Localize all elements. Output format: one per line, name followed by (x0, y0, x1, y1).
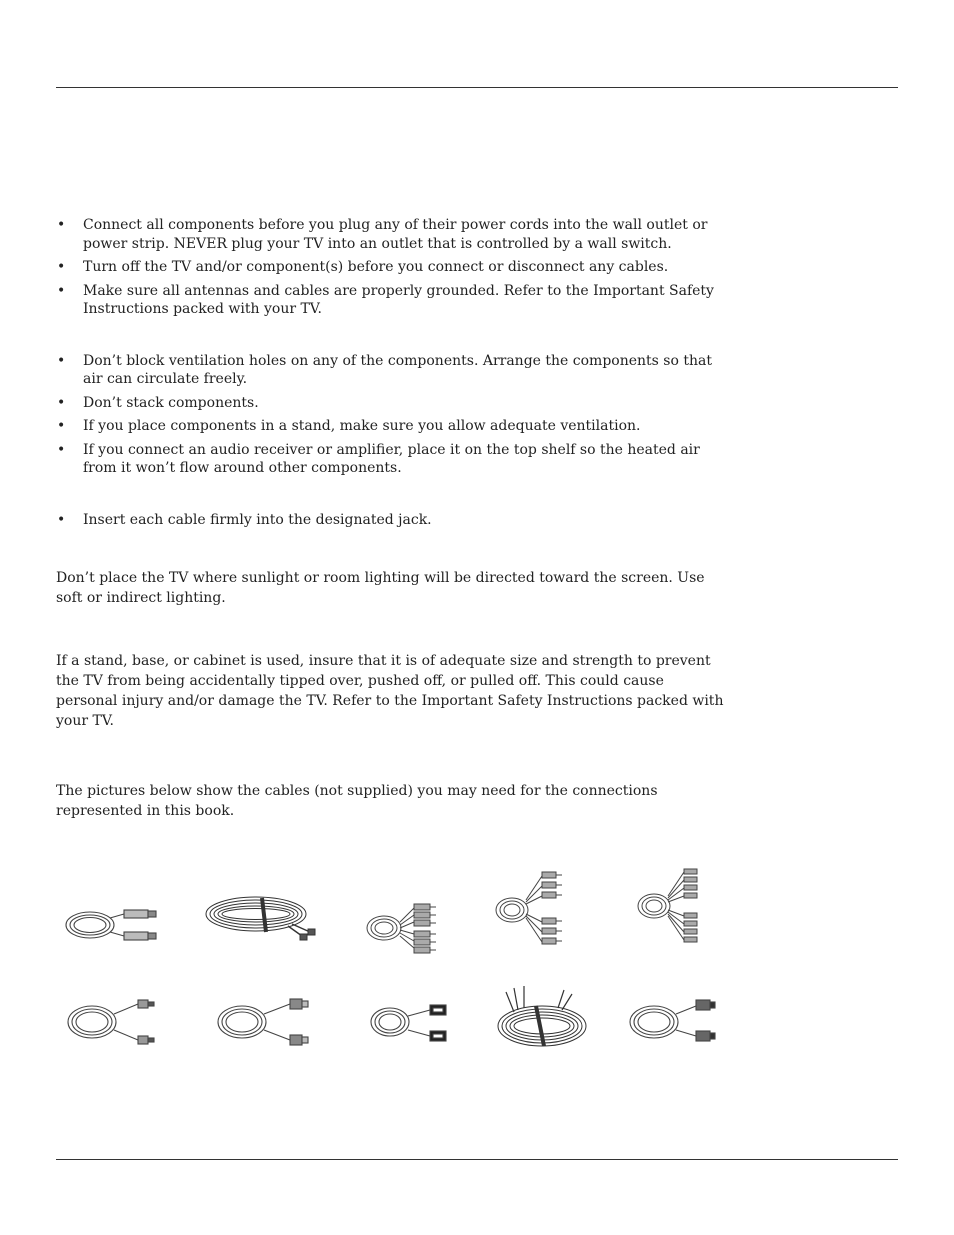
footer-rule (56, 1159, 898, 1160)
s-video-cable-icon (62, 898, 162, 948)
stand-paragraph: If a stand, base, or cabinet is used, insure that it is of adequate size and strength to prevent the TV from being accidentally tipped over, pushed off, or pulled off. This could cause personal injury and/or damage the TV. Refer to the Important Safety Instructions packed with your TV. (56, 653, 724, 729)
rf-coaxial-cable-icon (626, 996, 726, 1046)
component-video-audio-cable-icon (634, 866, 719, 951)
optical-cable-icon (214, 994, 319, 1049)
ventilation-bullet-list (56, 352, 728, 478)
safety-bullet-list (56, 216, 728, 319)
bullet-item: • Don’t stack components. (56, 394, 728, 413)
bullet-item: • Don’t block ventilation holes on any of the components. Arrange the components so that air can circulate freely. (56, 352, 728, 389)
bullet-item: • If you connect an audio receiver or amplifier, place it on the top shelf so the heated air from it won’t flow around other components. (56, 441, 728, 478)
firewire-cable-icon (368, 1000, 458, 1045)
pictures-paragraph: The pictures below show the cables (not supplied) you may need for the connections represented in this book. (56, 783, 658, 819)
header-rule (56, 87, 898, 88)
lighting-paragraph: Don’t place the TV where sunlight or room lighting will be directed toward the screen. Use soft or indirect lighting. (56, 570, 705, 606)
speaker-wire-coil-icon (494, 984, 594, 1054)
audio-video-cable-icon (364, 898, 449, 958)
bullet-item: • Connect all components before you plug any of their power cords into the wall outlet or power strip. NEVER plug your TV into an outlet that is controlled by a wall switch. (56, 216, 728, 253)
cable-illustrations (56, 862, 736, 1062)
connection-guidelines (56, 216, 728, 821)
bullet-item: • If you place components in a stand, make sure you allow adequate ventilation. (56, 417, 728, 436)
bullet-item: • Insert each cable firmly into the designated jack. (56, 511, 728, 530)
bullet-item: • Turn off the TV and/or component(s) before you connect or disconnect any cables. (56, 258, 728, 277)
cables-bullet-list (56, 511, 728, 530)
speaker-wire-bundle-icon (204, 892, 319, 947)
bullet-item: • Make sure all antennas and cables are properly grounded. Refer to the Important Safety Instructions packed with your TV. (56, 282, 728, 319)
coaxial-digital-cable-icon (64, 994, 164, 1049)
component-video-cable-icon (492, 868, 577, 953)
